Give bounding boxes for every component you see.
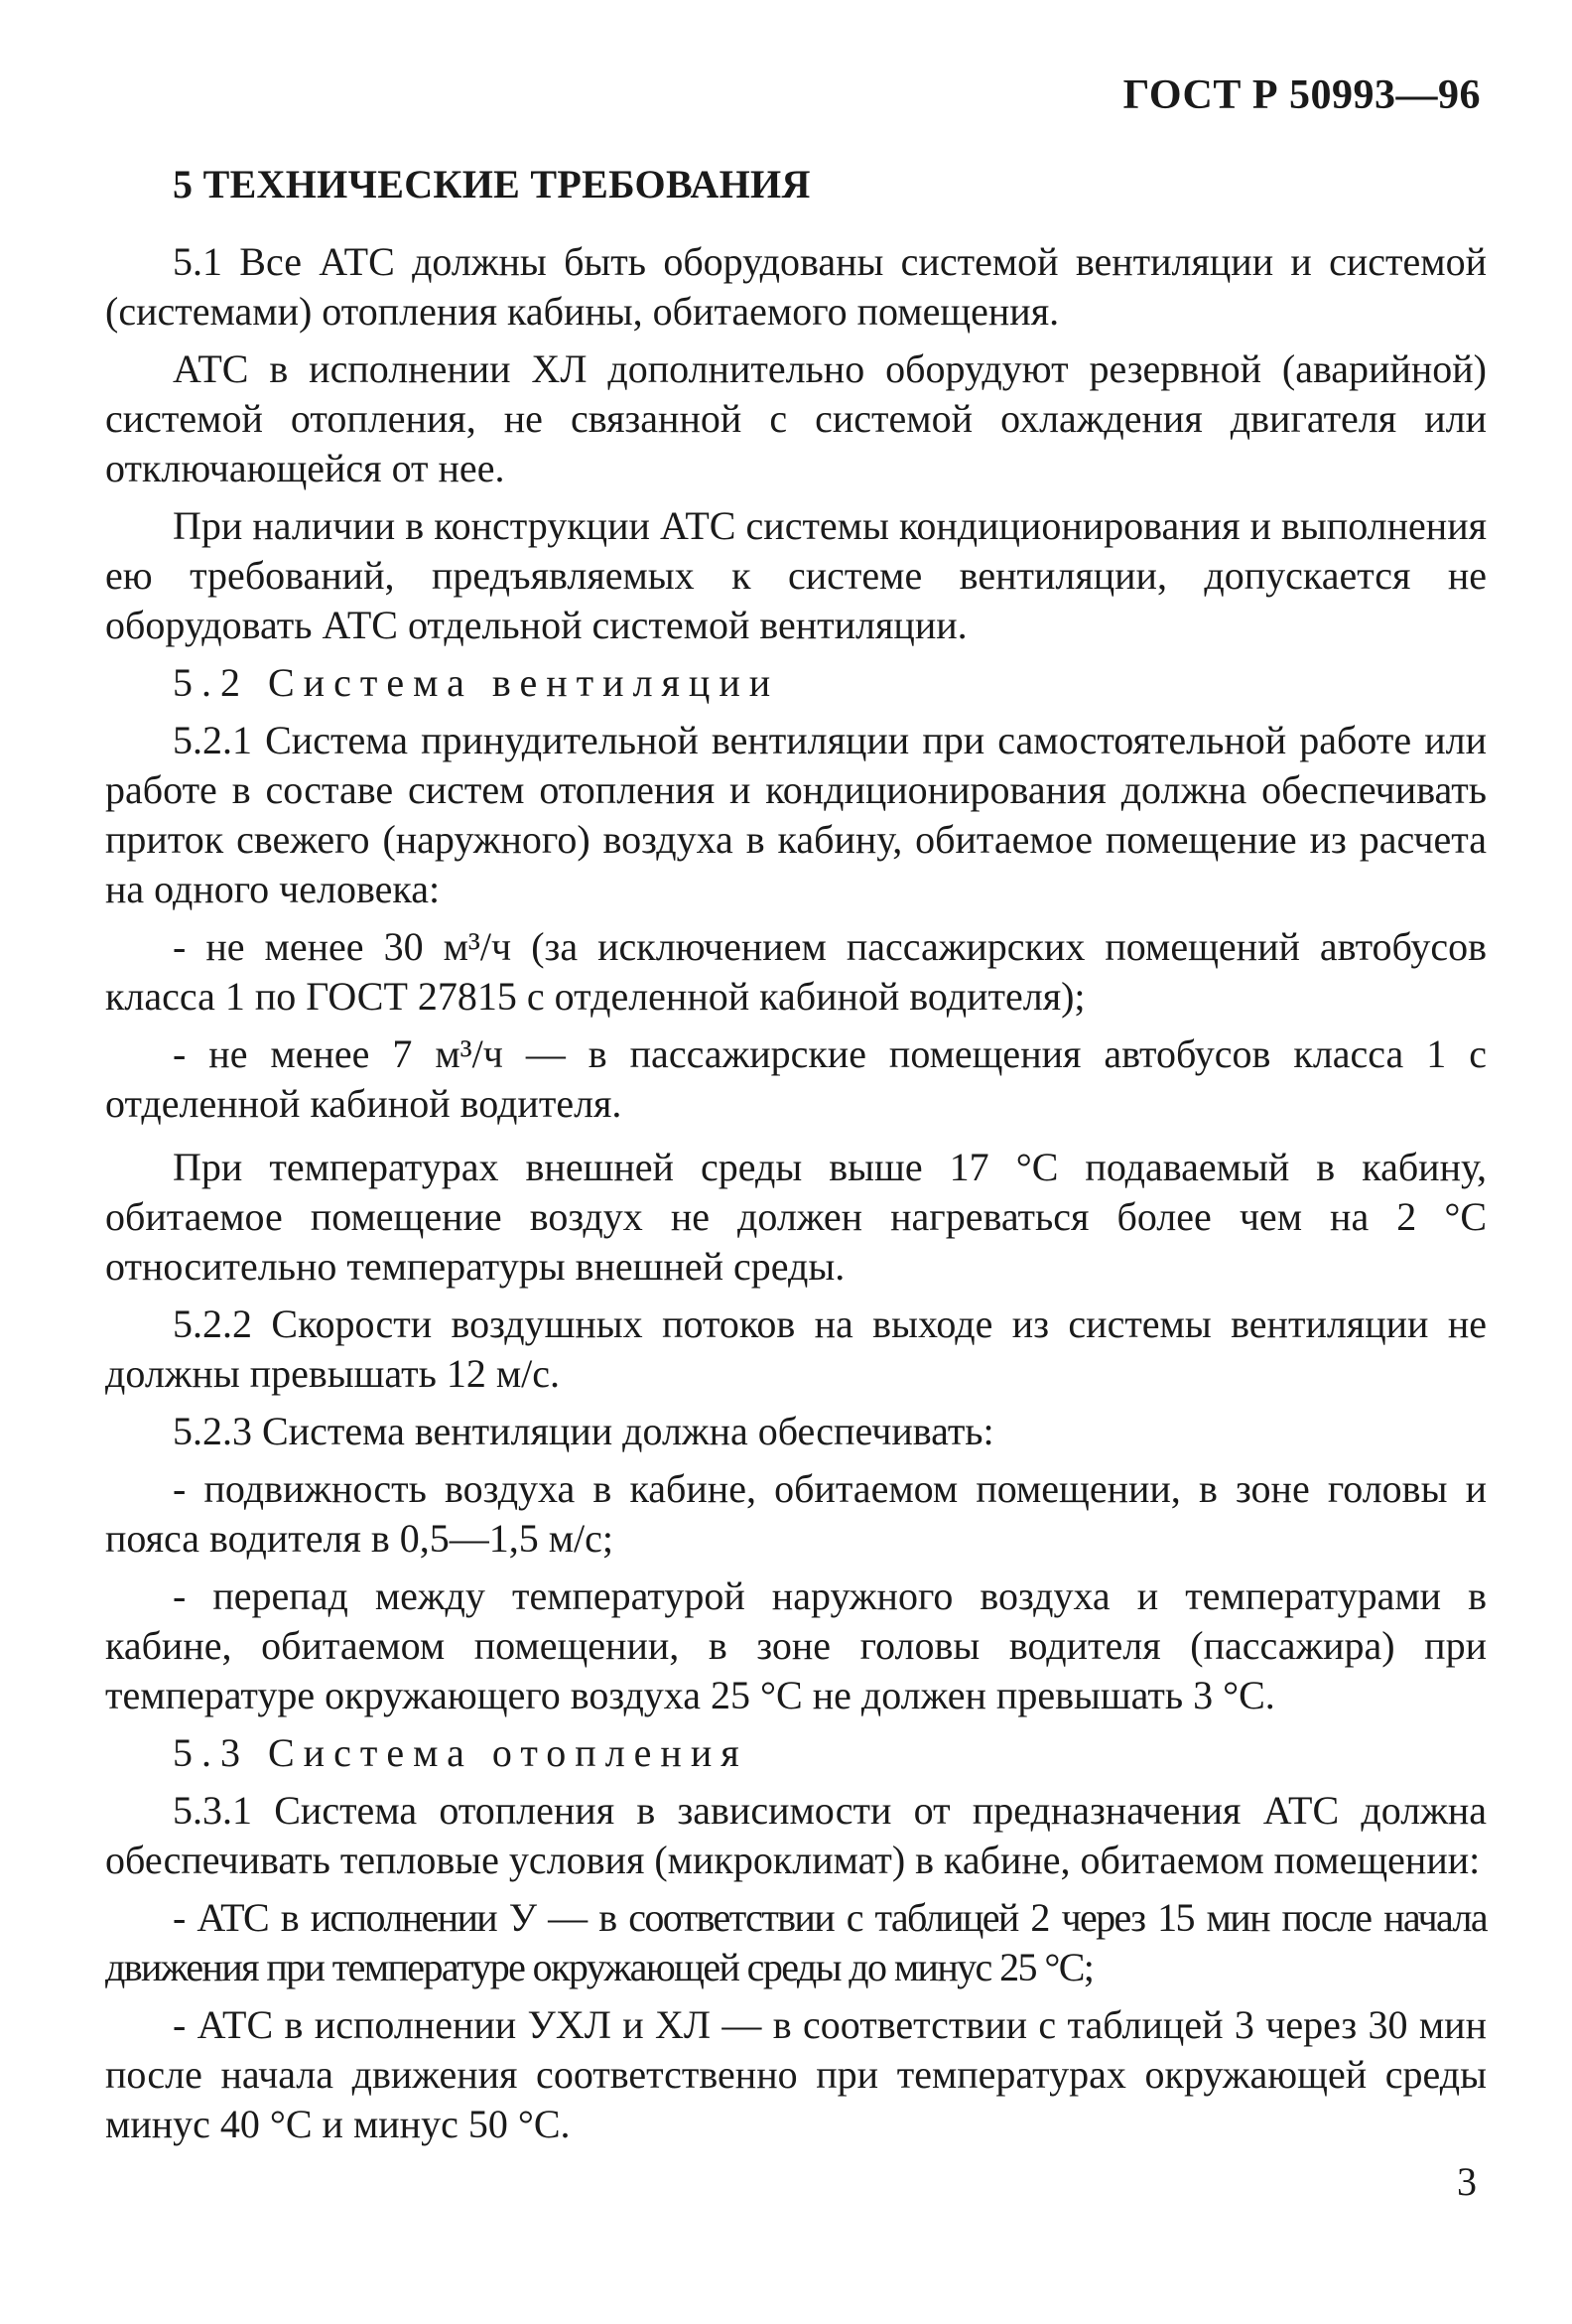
section-body	[105, 161, 1487, 2149]
document-code: ГОСТ Р 50993—96	[1122, 72, 1481, 118]
list-item-30m3: - не менее 30 м³/ч (за исключением пассажирских помещений автобусов класса 1 по ГОСТ 27815 с отделенной кабиной водителя);	[105, 924, 1487, 1019]
list-item-version-uhl-hl: - АТС в исполнении УХЛ и ХЛ — в соответствии с таблицей 3 через 30 мин после начала движения соответственно при температурах окружающей среды минус 40 °С и минус 50 °С.	[105, 2002, 1487, 2146]
list-item-7m3: - не менее 7 м³/ч — в пассажирские помещения автобусов класса 1 с отделенной кабиной водителя.	[105, 1031, 1487, 1126]
section-title: 5 ТЕХНИЧЕСКИЕ ТРЕБОВАНИЯ	[173, 162, 811, 206]
paragraph-hl-heating: АТС в исполнении ХЛ дополнительно оборудуют резервной (аварийной) системой отопления, не связанной с системой охлаждения двигателя или отключающейся от нее.	[105, 346, 1487, 490]
subsection-title-heating: 5.3 Система отопления	[173, 1730, 748, 1775]
paragraph-5-3-1: 5.3.1 Система отопления в зависимости от предназначения АТС должна обеспечивать тепловые условия (микроклимат) в кабине, обитаемом помещении:	[105, 1788, 1487, 1882]
paragraph-conditioning: При наличии в конструкции АТС системы кондиционирования и выполнения ею требований, предъявляемых к системе вентиляции, допускается не оборудовать АТС отдельной системой вентиляции.	[105, 503, 1487, 647]
paragraph-5-2-2: 5.2.2 Скорости воздушных потоков на выходе из системы вентиляции не должны превышать 12 м/с.	[105, 1301, 1487, 1396]
list-item-temperature-difference: - перепад между температурой наружного воздуха и температурами в кабине, обитаемом помещении, в зоне головы водителя (пассажира) при температуре окружающего воздуха 25 °С не должен превышать 3 °С.	[105, 1573, 1487, 1717]
paragraph-5-2-1: 5.2.1 Система принудительной вентиляции при самостоятельной работе или работе в составе систем отопления и кондиционирования должна обеспечивать приток свежего (наружного) воздуха в кабину, обитаемое помещение из расчета на одного человека:	[105, 718, 1487, 911]
paragraph-5-2-3: 5.2.3 Система вентиляции должна обеспечивать:	[173, 1409, 994, 1453]
paragraph-5-1: 5.1 Все АТС должны быть оборудованы системой вентиляции и системой (системами) отопления кабины, обитаемого помещения.	[105, 239, 1487, 334]
list-item-version-u: - АТС в исполнении У — в соответствии с таблицей 2 через 15 мин после начала движения при температуре окружающей среды до минус 25 °С;	[105, 1895, 1487, 1989]
subsection-title-ventilation: 5.2 Система вентиляции	[173, 660, 780, 705]
list-item-air-mobility: - подвижность воздуха в кабине, обитаемом помещении, в зоне головы и пояса водителя в 0,5—1,5 м/с;	[105, 1466, 1487, 1561]
paragraph-temperature: При температурах внешней среды выше 17 °С подаваемый в кабину, обитаемое помещение воздух не должен нагреваться более чем на 2 °С относительно температуры внешней среды.	[105, 1145, 1487, 1289]
page-number: 3	[1457, 2159, 1477, 2204]
